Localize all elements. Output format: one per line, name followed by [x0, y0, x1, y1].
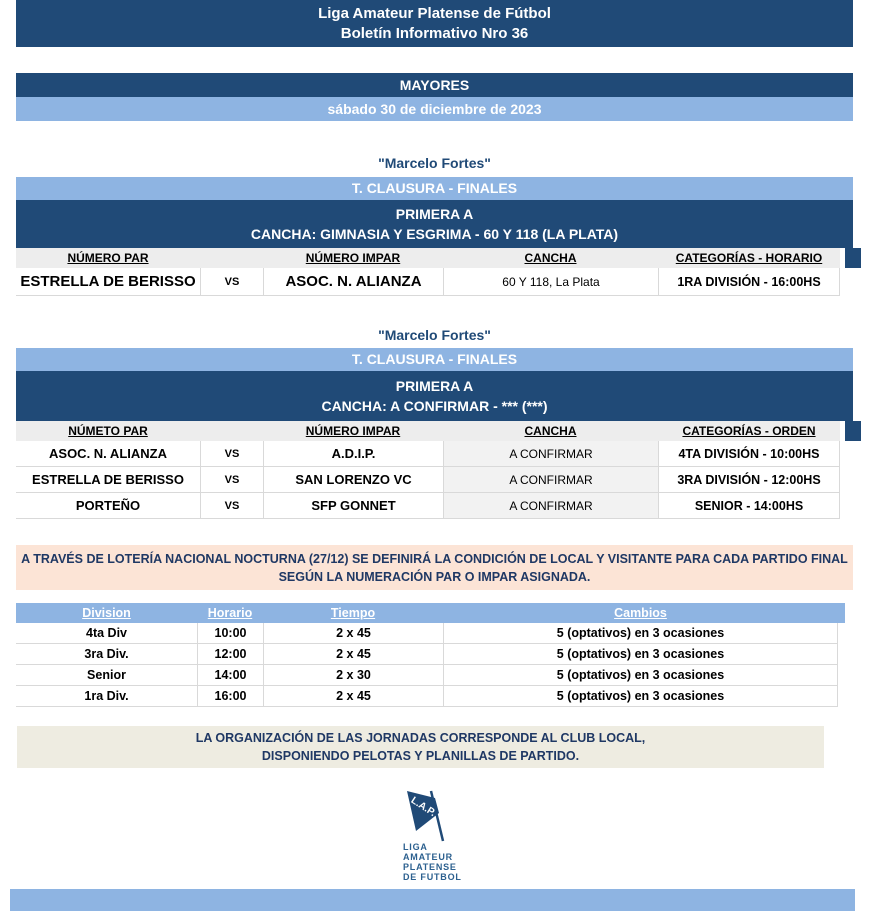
- venue-label-1: CANCHA: GIMNASIA Y ESGRIMA - 60 Y 118 (LA PLATA): [250, 226, 619, 242]
- home-team: ESTRELLA DE BERISSO: [32, 472, 184, 487]
- home-team: PORTEÑO: [75, 498, 141, 513]
- organization-note: [17, 726, 824, 768]
- col-header-numero-par-2: NÚMETO PAR: [68, 424, 148, 438]
- lottery-note: [16, 545, 853, 590]
- schedule-row: [16, 686, 838, 707]
- tiempo-cell: 2 x 30: [263, 665, 443, 685]
- away-team: A.D.I.P.: [263, 441, 443, 466]
- header-corner-accent-2: [845, 421, 861, 441]
- col-header-tiempo: Tiempo: [330, 606, 376, 620]
- horario-cell: 10:00: [197, 623, 263, 643]
- fixture-table-1: [16, 248, 870, 296]
- col-header-cancha-2: CANCHA: [524, 424, 577, 438]
- away-team: ASOC. N. ALIANZA: [263, 268, 443, 295]
- match-row: [16, 467, 840, 493]
- division-label-1: PRIMERA A: [395, 206, 474, 222]
- date-bar: sábado 30 de diciembre de 2023: [16, 97, 853, 121]
- footer-accent-bar: [10, 889, 855, 911]
- cambios-cell: 5 (optativos) en 3 ocasiones: [443, 686, 838, 706]
- fixture-table-2-header: [16, 421, 870, 441]
- category-bar: MAYORES: [16, 73, 853, 97]
- referee-name-2: "Marcelo Fortes": [378, 327, 491, 343]
- horario-cell: 16:00: [197, 686, 263, 706]
- logo-text-line: PLATENSE: [403, 862, 457, 872]
- organization-note-line2: DISPONIENDO PELOTAS Y PLANILLAS DE PARTIDO.: [261, 749, 580, 763]
- schedule-row: [16, 644, 838, 665]
- match-category: 3RA DIVISIÓN - 12:00HS: [658, 467, 840, 492]
- cambios-cell: 5 (optativos) en 3 ocasiones: [443, 665, 838, 685]
- logo-text-line: DE FUTBOL: [403, 872, 462, 882]
- logo-text-line: LIGA: [403, 842, 428, 852]
- schedule-table: [16, 603, 853, 707]
- horario-cell: 12:00: [197, 644, 263, 664]
- bulletin-title-bar: [16, 0, 853, 47]
- division-venue-block-1: [16, 200, 853, 248]
- schedule-row: [16, 665, 838, 686]
- lottery-note-line2: SEGÚN LA NUMERACIÓN PAR O IMPAR ASIGNADA.: [278, 569, 591, 584]
- vs-label: VS: [200, 493, 263, 518]
- venue-label-2: CANCHA: A CONFIRMAR - *** (***): [321, 398, 548, 414]
- match-row: [16, 268, 840, 296]
- col-header-numero-par: NÚMERO PAR: [67, 251, 149, 265]
- cambios-cell: 5 (optativos) en 3 ocasiones: [443, 623, 838, 643]
- stage-bar-2: T. CLAUSURA - FINALES: [16, 348, 853, 371]
- vs-label: VS: [200, 441, 263, 466]
- match-category: 1RA DIVISIÓN - 16:00HS: [658, 268, 840, 295]
- match-category: 4TA DIVISIÓN - 10:00HS: [658, 441, 840, 466]
- logo-text-line: AMATEUR: [403, 852, 453, 862]
- vs-label: VS: [200, 467, 263, 492]
- league-logo: [383, 787, 493, 882]
- away-team: SAN LORENZO VC: [263, 467, 443, 492]
- tiempo-cell: 2 x 45: [263, 644, 443, 664]
- col-header-categorias-2: CATEGORÍAS - ORDEN: [682, 424, 816, 438]
- division-cell: 3ra Div.: [84, 647, 129, 661]
- tiempo-cell: 2 x 45: [263, 623, 443, 643]
- pennant-flag-icon: [383, 787, 483, 842]
- lottery-note-line1: A TRAVÉS DE LOTERÍA NACIONAL NOCTURNA (27/12) SE DEFINIRÁ LA CONDICIÓN DE LOCAL Y VISITANTE PARA CADA PARTIDO FINAL: [21, 551, 848, 566]
- match-venue: A CONFIRMAR: [443, 467, 658, 492]
- match-venue: A CONFIRMAR: [443, 493, 658, 518]
- col-header-numero-impar: NÚMERO IMPAR: [305, 251, 401, 265]
- col-header-categorias: CATEGORÍAS - HORARIO: [675, 251, 823, 265]
- schedule-header: [16, 603, 845, 623]
- match-row: [16, 441, 840, 467]
- col-header-numero-impar-2: NÚMERO IMPAR: [305, 424, 401, 438]
- division-venue-block-2: [16, 371, 853, 421]
- division-cell: 1ra Div.: [84, 689, 129, 703]
- match-row: [16, 493, 840, 519]
- division-label-2: PRIMERA A: [395, 378, 474, 394]
- match-venue: A CONFIRMAR: [443, 441, 658, 466]
- fixture-table-2: [16, 421, 870, 519]
- away-team: SFP GONNET: [263, 493, 443, 518]
- division-cell: 4ta Div: [86, 626, 127, 640]
- col-header-division: Division: [82, 606, 131, 620]
- division-cell: Senior: [87, 668, 126, 682]
- league-title: Liga Amateur Platense de Fútbol: [318, 5, 551, 22]
- vs-label: VS: [200, 268, 263, 295]
- col-header-cambios: Cambios: [614, 606, 667, 620]
- bulletin-number: Boletín Informativo Nro 36: [340, 25, 529, 42]
- col-header-horario: Horario: [207, 606, 253, 620]
- stage-bar-1: T. CLAUSURA - FINALES: [16, 177, 853, 200]
- home-team: ASOC. N. ALIANZA: [49, 446, 167, 461]
- match-category: SENIOR - 14:00HS: [658, 493, 840, 518]
- referee-name-1: "Marcelo Fortes": [378, 155, 491, 171]
- organization-note-line1: LA ORGANIZACIÓN DE LAS JORNADAS CORRESPONDE AL CLUB LOCAL,: [195, 731, 646, 745]
- header-corner-accent: [845, 248, 861, 268]
- fixture-table-1-header: [16, 248, 870, 268]
- schedule-row: [16, 623, 838, 644]
- col-header-cancha: CANCHA: [524, 251, 577, 265]
- home-team: ESTRELLA DE BERISSO: [20, 273, 196, 290]
- tiempo-cell: 2 x 45: [263, 686, 443, 706]
- horario-cell: 14:00: [197, 665, 263, 685]
- match-venue: 60 Y 118, La Plata: [443, 268, 658, 295]
- cambios-cell: 5 (optativos) en 3 ocasiones: [443, 644, 838, 664]
- svg-text:L.A.P.: L.A.P.: [408, 795, 438, 820]
